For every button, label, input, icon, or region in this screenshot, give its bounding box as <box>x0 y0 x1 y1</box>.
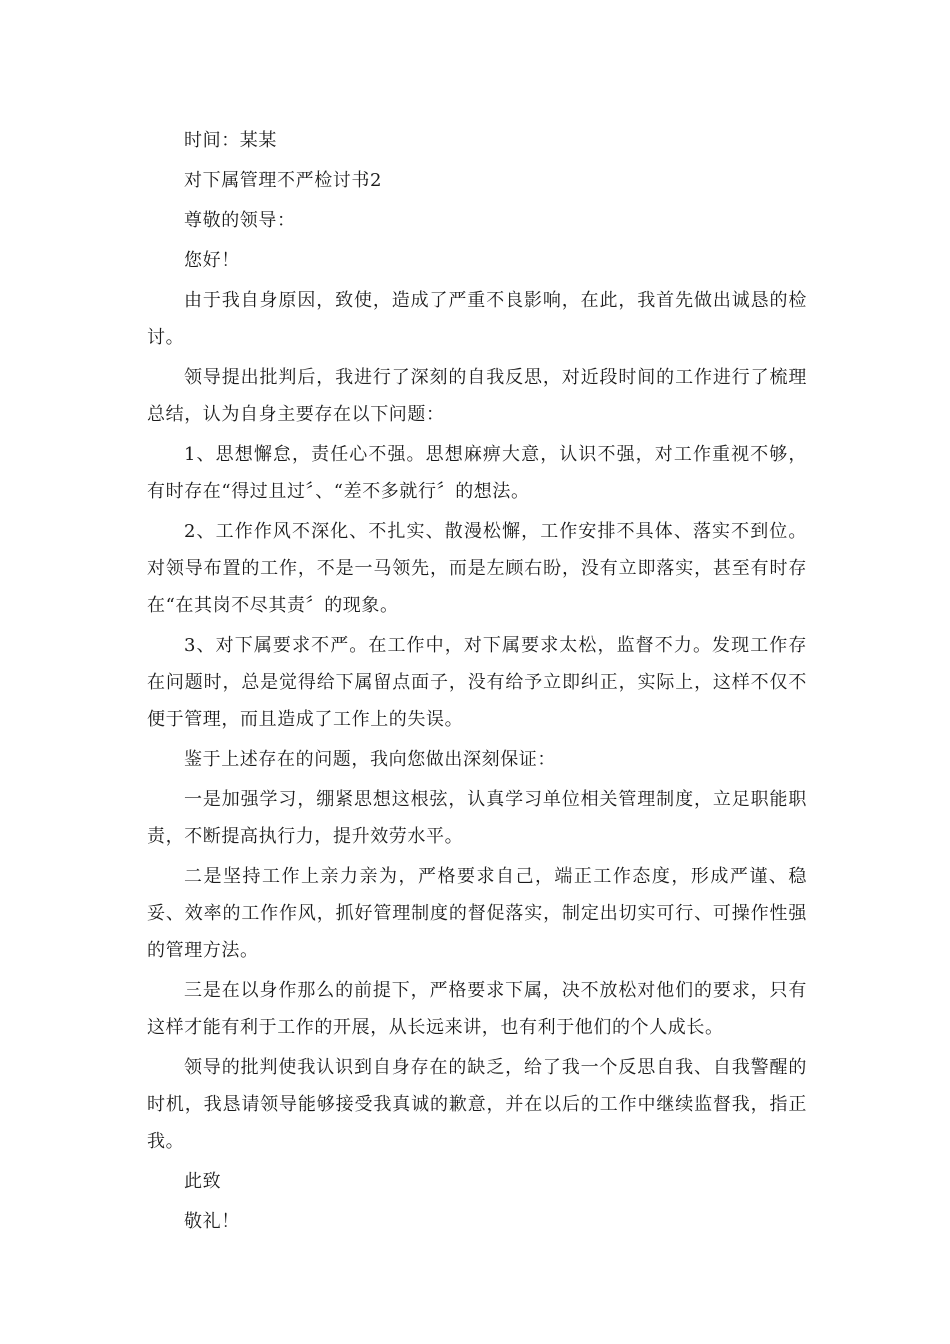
closing-line-2: 敬礼！ <box>184 1211 240 1232</box>
greeting: 您好！ <box>184 250 240 271</box>
paragraph-problem-3: 3、对下属要求不严。在工作中，对下属要求太松，监督不力。发现工作存在问题时，总是觉得给下属留点面子，没有给予立即纠正，实际上，这样不仅不便于管理，而且造成了工作上的失误。 <box>147 635 807 730</box>
paragraph-reflection: 领导提出批判后，我进行了深刻的自我反思，对近段时间的工作进行了梳理总结，认为自身主要存在以下问题： <box>147 367 807 425</box>
paragraph-guarantee-2: 二是坚持工作上亲力亲为，严格要求自己，端正工作态度，形成严谨、稳妥、效率的工作作风，抓好管理制度的督促落实，制定出切实可行、可操作性强的管理方法。 <box>147 866 807 961</box>
document-body <box>147 122 807 1243</box>
time-line: 时间：某某 <box>184 130 277 151</box>
closing-line-1: 此致 <box>184 1171 222 1192</box>
paragraph-guarantee-1: 一是加强学习，绷紧思想这根弦，认真学习单位相关管理制度，立足职能职责，不断提高执行力，提升效劳水平。 <box>147 789 807 847</box>
paragraph-conclusion: 领导的批判使我认识到自身存在的缺乏，给了我一个反思自我、自我警醒的时机，我恳请领导能够接受我真诚的歉意，并在以后的工作中继续监督我，指正我。 <box>147 1057 807 1152</box>
paragraph-apology: 由于我自身原因，致使，造成了严重不良影响，在此，我首先做出诚恳的检讨。 <box>147 290 807 348</box>
paragraph-guarantee-intro: 鉴于上述存在的问题，我向您做出深刻保证： <box>184 749 556 770</box>
document-title: 对下属管理不严检讨书2 <box>184 170 383 191</box>
paragraph-problem-2: 2、工作作风不深化、不扎实、散漫松懈，工作安排不具体、落实不到位。对领导布置的工作，不是一马领先，而是左顾右盼，没有立即落实，甚至有时存在“在其岗不尽其责〞的现象。 <box>147 521 807 616</box>
salutation: 尊敬的领导： <box>184 210 296 231</box>
paragraph-problem-1: 1、思想懈怠，责任心不强。思想麻痹大意，认识不强，对工作重视不够，有时存在“得过且过〞、“差不多就行〞的想法。 <box>147 444 807 502</box>
paragraph-guarantee-3: 三是在以身作那么的前提下，严格要求下属，决不放松对他们的要求，只有这样才能有利于工作的开展，从长远来讲，也有利于他们的个人成长。 <box>147 980 807 1038</box>
